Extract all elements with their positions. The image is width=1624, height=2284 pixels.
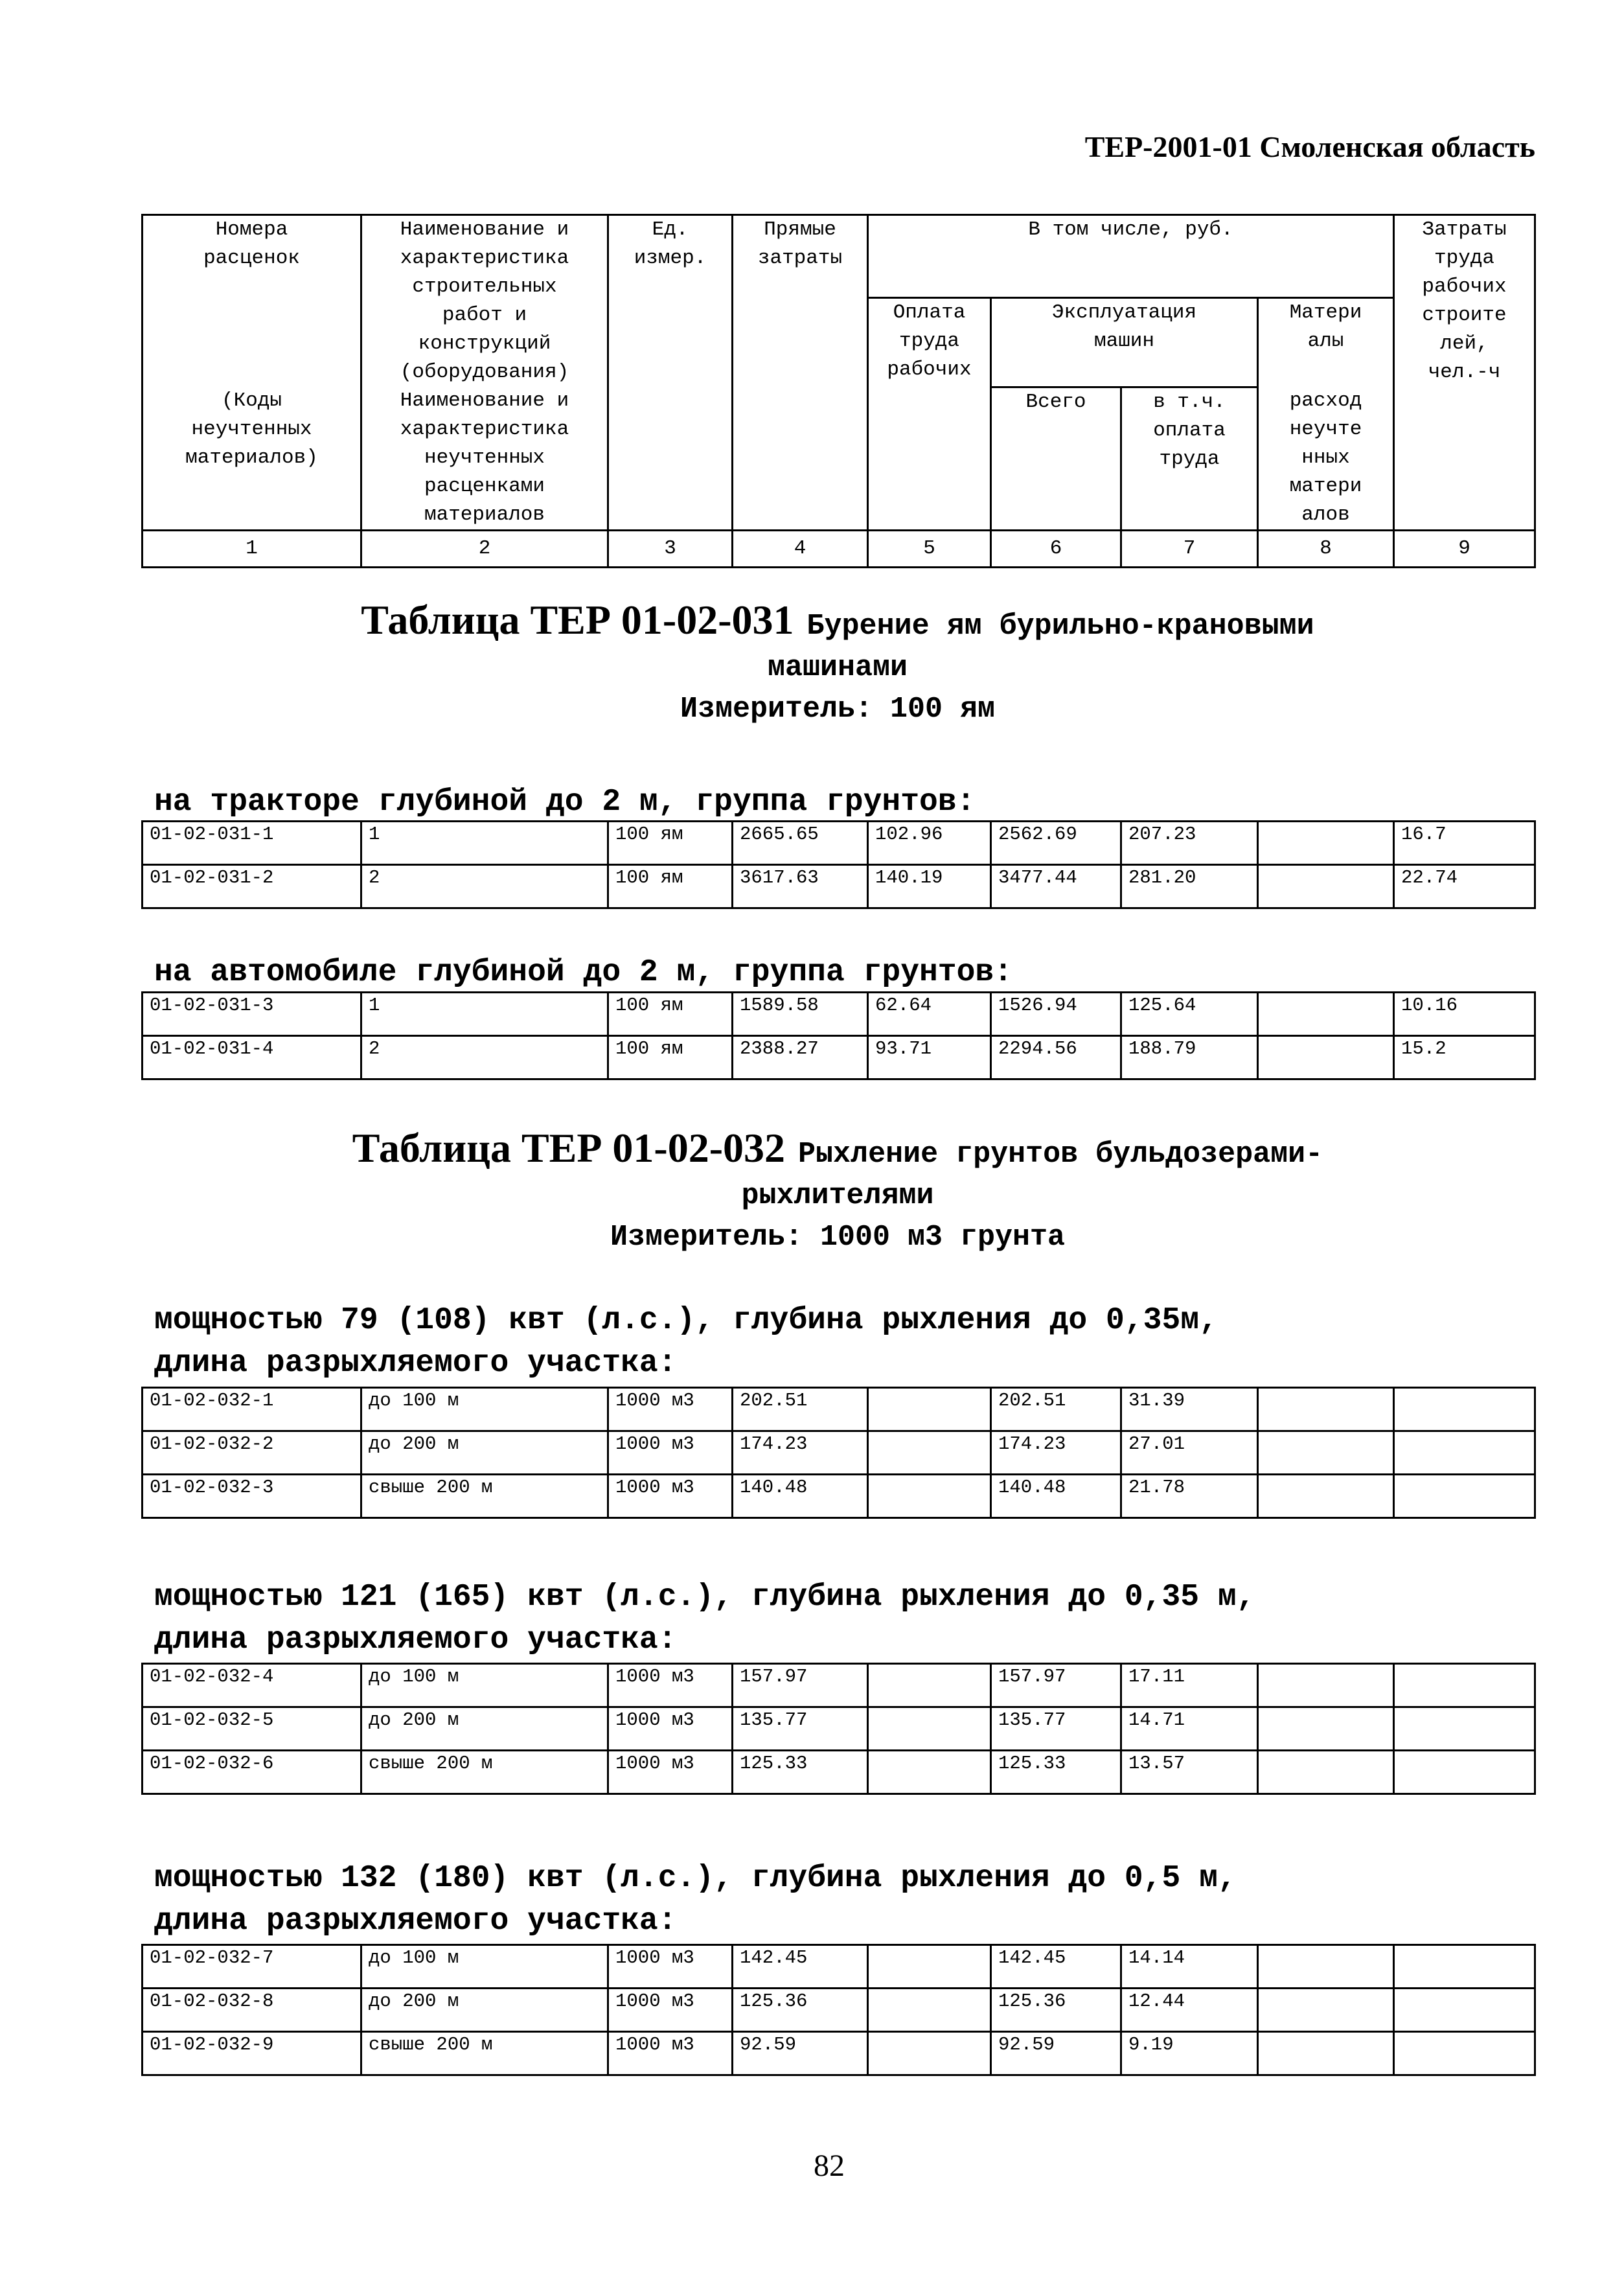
table-032-title-line2: рыхлителями <box>741 1179 934 1212</box>
rate-code-cell: 01-02-031-1 <box>143 822 361 865</box>
machine-wages-cell: 13.57 <box>1121 1751 1258 1794</box>
rate-code-cell: 01-02-032-5 <box>143 1707 361 1751</box>
table-031-measure: Измеритель: 100 ям <box>680 693 996 726</box>
machine-total-cell: 157.97 <box>991 1664 1121 1707</box>
work-name-cell: 2 <box>361 1036 608 1079</box>
labor-cell <box>1394 1989 1535 2032</box>
materials-cell <box>1258 822 1394 865</box>
rate-code-cell: 01-02-031-3 <box>143 993 361 1036</box>
header-cell-machine-operation: Эксплуатация машин <box>991 298 1258 387</box>
machine-wages-cell: 31.39 <box>1121 1388 1258 1431</box>
table-031-label: Таблица ТЕР 01-02-031 <box>361 597 794 643</box>
machine-total-cell: 174.23 <box>991 1431 1121 1475</box>
labor-cell: 15.2 <box>1394 1036 1535 1079</box>
wages-cell: 140.19 <box>868 865 991 908</box>
work-name-cell: свыше 200 м <box>361 1751 608 1794</box>
machine-total-cell: 135.77 <box>991 1707 1121 1751</box>
rate-code-cell: 01-02-032-8 <box>143 1989 361 2032</box>
unit-cell: 100 ям <box>608 865 733 908</box>
table-row <box>143 2032 1535 2075</box>
machine-wages-cell: 125.64 <box>1121 993 1258 1036</box>
table-row <box>143 1751 1535 1794</box>
materials-cell <box>1258 1989 1394 2032</box>
labor-cell <box>1394 1475 1535 1518</box>
machine-total-cell: 92.59 <box>991 2032 1121 2075</box>
machine-wages-cell: 281.20 <box>1121 865 1258 908</box>
direct-costs-cell: 202.51 <box>733 1388 868 1431</box>
section-title: на автомобиле глубиной до 2 м, группа грунтов: <box>154 955 1013 990</box>
machine-wages-cell: 14.14 <box>1121 1945 1258 1989</box>
rates-table <box>141 991 1536 1080</box>
labor-cell <box>1394 1945 1535 1989</box>
table-row <box>143 1475 1535 1518</box>
rate-code-cell: 01-02-032-3 <box>143 1475 361 1518</box>
unit-cell: 1000 м3 <box>608 2032 733 2075</box>
wages-cell <box>868 2032 991 2075</box>
table-row <box>143 1664 1535 1707</box>
table-row <box>143 865 1535 908</box>
labor-cell <box>1394 1664 1535 1707</box>
header-cell-unaccounted-codes: (Коды неучтенных материалов) <box>143 387 361 531</box>
rate-code-cell: 01-02-031-2 <box>143 865 361 908</box>
machine-wages-cell: 27.01 <box>1121 1431 1258 1475</box>
rate-code-cell: 01-02-032-6 <box>143 1751 361 1794</box>
materials-cell <box>1258 1707 1394 1751</box>
wages-cell: 62.64 <box>868 993 991 1036</box>
rates-table <box>141 1387 1536 1519</box>
unit-cell: 100 ям <box>608 1036 733 1079</box>
unit-cell: 100 ям <box>608 993 733 1036</box>
labor-cell <box>1394 1388 1535 1431</box>
rates-table <box>141 820 1536 909</box>
rate-code-cell: 01-02-032-2 <box>143 1431 361 1475</box>
labor-cell: 10.16 <box>1394 993 1535 1036</box>
rates-table <box>141 1663 1536 1795</box>
unit-cell: 1000 м3 <box>608 1475 733 1518</box>
machine-total-cell: 202.51 <box>991 1388 1121 1431</box>
table-row <box>143 1431 1535 1475</box>
header-cell-including: В том числе, руб. <box>868 215 1394 298</box>
header-cell-unit: Ед. измер. <box>608 215 733 531</box>
materials-cell <box>1258 1431 1394 1475</box>
work-name-cell: до 100 м <box>361 1664 608 1707</box>
table-row <box>143 822 1535 865</box>
labor-cell <box>1394 1707 1535 1751</box>
work-name-cell: свыше 200 м <box>361 2032 608 2075</box>
unit-cell: 1000 м3 <box>608 1664 733 1707</box>
direct-costs-cell: 92.59 <box>733 2032 868 2075</box>
unit-cell: 1000 м3 <box>608 1751 733 1794</box>
section-title: мощностью 79 (108) квт (л.с.), глубина рыхления до 0,35м, длина разрыхляемого участка: <box>154 1303 1218 1381</box>
wages-cell <box>868 1431 991 1475</box>
column-number: 2 <box>361 531 608 568</box>
rates-table <box>141 1944 1536 2076</box>
unit-cell: 1000 м3 <box>608 1989 733 2032</box>
page-number: 82 <box>814 2149 845 2183</box>
materials-cell <box>1258 2032 1394 2075</box>
table-row <box>143 1036 1535 1079</box>
header-cell-materials: Матери алы <box>1258 298 1394 387</box>
work-name-cell: до 200 м <box>361 1431 608 1475</box>
table-031-title-line1: Бурение ям бурильно-крановыми <box>806 610 1314 643</box>
labor-cell: 22.74 <box>1394 865 1535 908</box>
machine-total-cell: 125.33 <box>991 1751 1121 1794</box>
machine-wages-cell: 17.11 <box>1121 1664 1258 1707</box>
table-032-title <box>141 1127 1534 1258</box>
header-cell-wages: Оплата труда рабочих <box>868 298 991 531</box>
header-cell-unaccounted-usage: расход неучте нных матери алов <box>1258 387 1394 531</box>
materials-cell <box>1258 1475 1394 1518</box>
materials-cell <box>1258 1036 1394 1079</box>
work-name-cell: до 200 м <box>361 1989 608 2032</box>
wages-cell <box>868 1475 991 1518</box>
table-032-title-line1: Рыхление грунтов бульдозерами- <box>798 1138 1323 1171</box>
materials-cell <box>1258 1664 1394 1707</box>
wages-cell: 93.71 <box>868 1036 991 1079</box>
table-row <box>143 1388 1535 1431</box>
document-header: ТЕР-2001-01 Смоленская область <box>1084 130 1535 163</box>
materials-cell <box>1258 1388 1394 1431</box>
table-row <box>143 1707 1535 1751</box>
machine-total-cell: 140.48 <box>991 1475 1121 1518</box>
work-name-cell: до 100 м <box>361 1945 608 1989</box>
unit-cell: 1000 м3 <box>608 1707 733 1751</box>
work-name-cell: свыше 200 м <box>361 1475 608 1518</box>
direct-costs-cell: 2388.27 <box>733 1036 868 1079</box>
table-032-label: Таблица ТЕР 01-02-032 <box>352 1125 786 1171</box>
wages-cell <box>868 1751 991 1794</box>
direct-costs-cell: 135.77 <box>733 1707 868 1751</box>
section-title: мощностью 121 (165) квт (л.с.), глубина рыхления до 0,35 м, длина разрыхляемого участка: <box>154 1580 1255 1657</box>
labor-cell <box>1394 1431 1535 1475</box>
column-number: 1 <box>143 531 361 568</box>
labor-cell <box>1394 1751 1535 1794</box>
column-number: 3 <box>608 531 733 568</box>
wages-cell <box>868 1388 991 1431</box>
materials-cell <box>1258 865 1394 908</box>
unit-cell: 1000 м3 <box>608 1431 733 1475</box>
wages-cell: 102.96 <box>868 822 991 865</box>
machine-wages-cell: 12.44 <box>1121 1989 1258 2032</box>
rate-code-cell: 01-02-032-9 <box>143 2032 361 2075</box>
table-031-title-line2: машинами <box>767 651 908 684</box>
unit-cell: 1000 м3 <box>608 1388 733 1431</box>
materials-cell <box>1258 993 1394 1036</box>
work-name-cell: до 100 м <box>361 1388 608 1431</box>
machine-wages-cell: 9.19 <box>1121 2032 1258 2075</box>
materials-cell <box>1258 1751 1394 1794</box>
column-number: 4 <box>733 531 868 568</box>
machine-total-cell: 142.45 <box>991 1945 1121 1989</box>
labor-cell <box>1394 2032 1535 2075</box>
unit-cell: 1000 м3 <box>608 1945 733 1989</box>
direct-costs-cell: 2665.65 <box>733 822 868 865</box>
machine-total-cell: 125.36 <box>991 1989 1121 2032</box>
materials-cell <box>1258 1945 1394 1989</box>
header-cell-rate-numbers: Номера расценок <box>143 215 361 387</box>
machine-wages-cell: 188.79 <box>1121 1036 1258 1079</box>
header-cell-direct-costs: Прямые затраты <box>733 215 868 531</box>
machine-total-cell: 2294.56 <box>991 1036 1121 1079</box>
machine-total-cell: 1526.94 <box>991 993 1121 1036</box>
column-number: 5 <box>868 531 991 568</box>
direct-costs-cell: 3617.63 <box>733 865 868 908</box>
table-row <box>143 1989 1535 2032</box>
rate-code-cell: 01-02-032-1 <box>143 1388 361 1431</box>
direct-costs-cell: 140.48 <box>733 1475 868 1518</box>
column-number: 6 <box>991 531 1121 568</box>
wages-cell <box>868 1664 991 1707</box>
wages-cell <box>868 1989 991 2032</box>
column-number: 9 <box>1394 531 1535 568</box>
table-031-title <box>141 599 1534 730</box>
table-row <box>143 1945 1535 1989</box>
work-name-cell: 2 <box>361 865 608 908</box>
rate-code-cell: 01-02-031-4 <box>143 1036 361 1079</box>
section-title: на тракторе глубиной до 2 м, группа грунтов: <box>154 785 976 820</box>
machine-wages-cell: 207.23 <box>1121 822 1258 865</box>
section-title: мощностью 132 (180) квт (л.с.), глубина рыхления до 0,5 м, длина разрыхляемого участка: <box>154 1861 1237 1939</box>
unit-cell: 100 ям <box>608 822 733 865</box>
labor-cell: 16.7 <box>1394 822 1535 865</box>
table-032-measure: Измеритель: 1000 м3 грунта <box>610 1221 1066 1254</box>
rate-code-cell: 01-02-032-7 <box>143 1945 361 1989</box>
header-cell-total: Всего <box>991 387 1121 531</box>
header-cell-incl-wages: в т.ч. оплата труда <box>1121 387 1258 531</box>
direct-costs-cell: 157.97 <box>733 1664 868 1707</box>
header-cell-work-name: Наименование и характеристика строительных работ и конструкций (оборудования) <box>361 215 608 387</box>
machine-total-cell: 3477.44 <box>991 865 1121 908</box>
wages-cell <box>868 1707 991 1751</box>
direct-costs-cell: 174.23 <box>733 1431 868 1475</box>
column-header-table <box>141 214 1536 568</box>
column-number: 8 <box>1258 531 1394 568</box>
column-number: 7 <box>1121 531 1258 568</box>
wages-cell <box>868 1945 991 1989</box>
machine-wages-cell: 21.78 <box>1121 1475 1258 1518</box>
header-cell-unaccounted-materials: Наименование и характеристика неучтенных расценками материалов <box>361 387 608 531</box>
table-row <box>143 993 1535 1036</box>
rate-code-cell: 01-02-032-4 <box>143 1664 361 1707</box>
machine-wages-cell: 14.71 <box>1121 1707 1258 1751</box>
machine-total-cell: 2562.69 <box>991 822 1121 865</box>
direct-costs-cell: 142.45 <box>733 1945 868 1989</box>
header-cell-labor-costs: Затраты труда рабочих строите лей, чел.-ч <box>1394 215 1535 531</box>
direct-costs-cell: 125.36 <box>733 1989 868 2032</box>
direct-costs-cell: 1589.58 <box>733 993 868 1036</box>
work-name-cell: до 200 м <box>361 1707 608 1751</box>
work-name-cell: 1 <box>361 822 608 865</box>
work-name-cell: 1 <box>361 993 608 1036</box>
direct-costs-cell: 125.33 <box>733 1751 868 1794</box>
